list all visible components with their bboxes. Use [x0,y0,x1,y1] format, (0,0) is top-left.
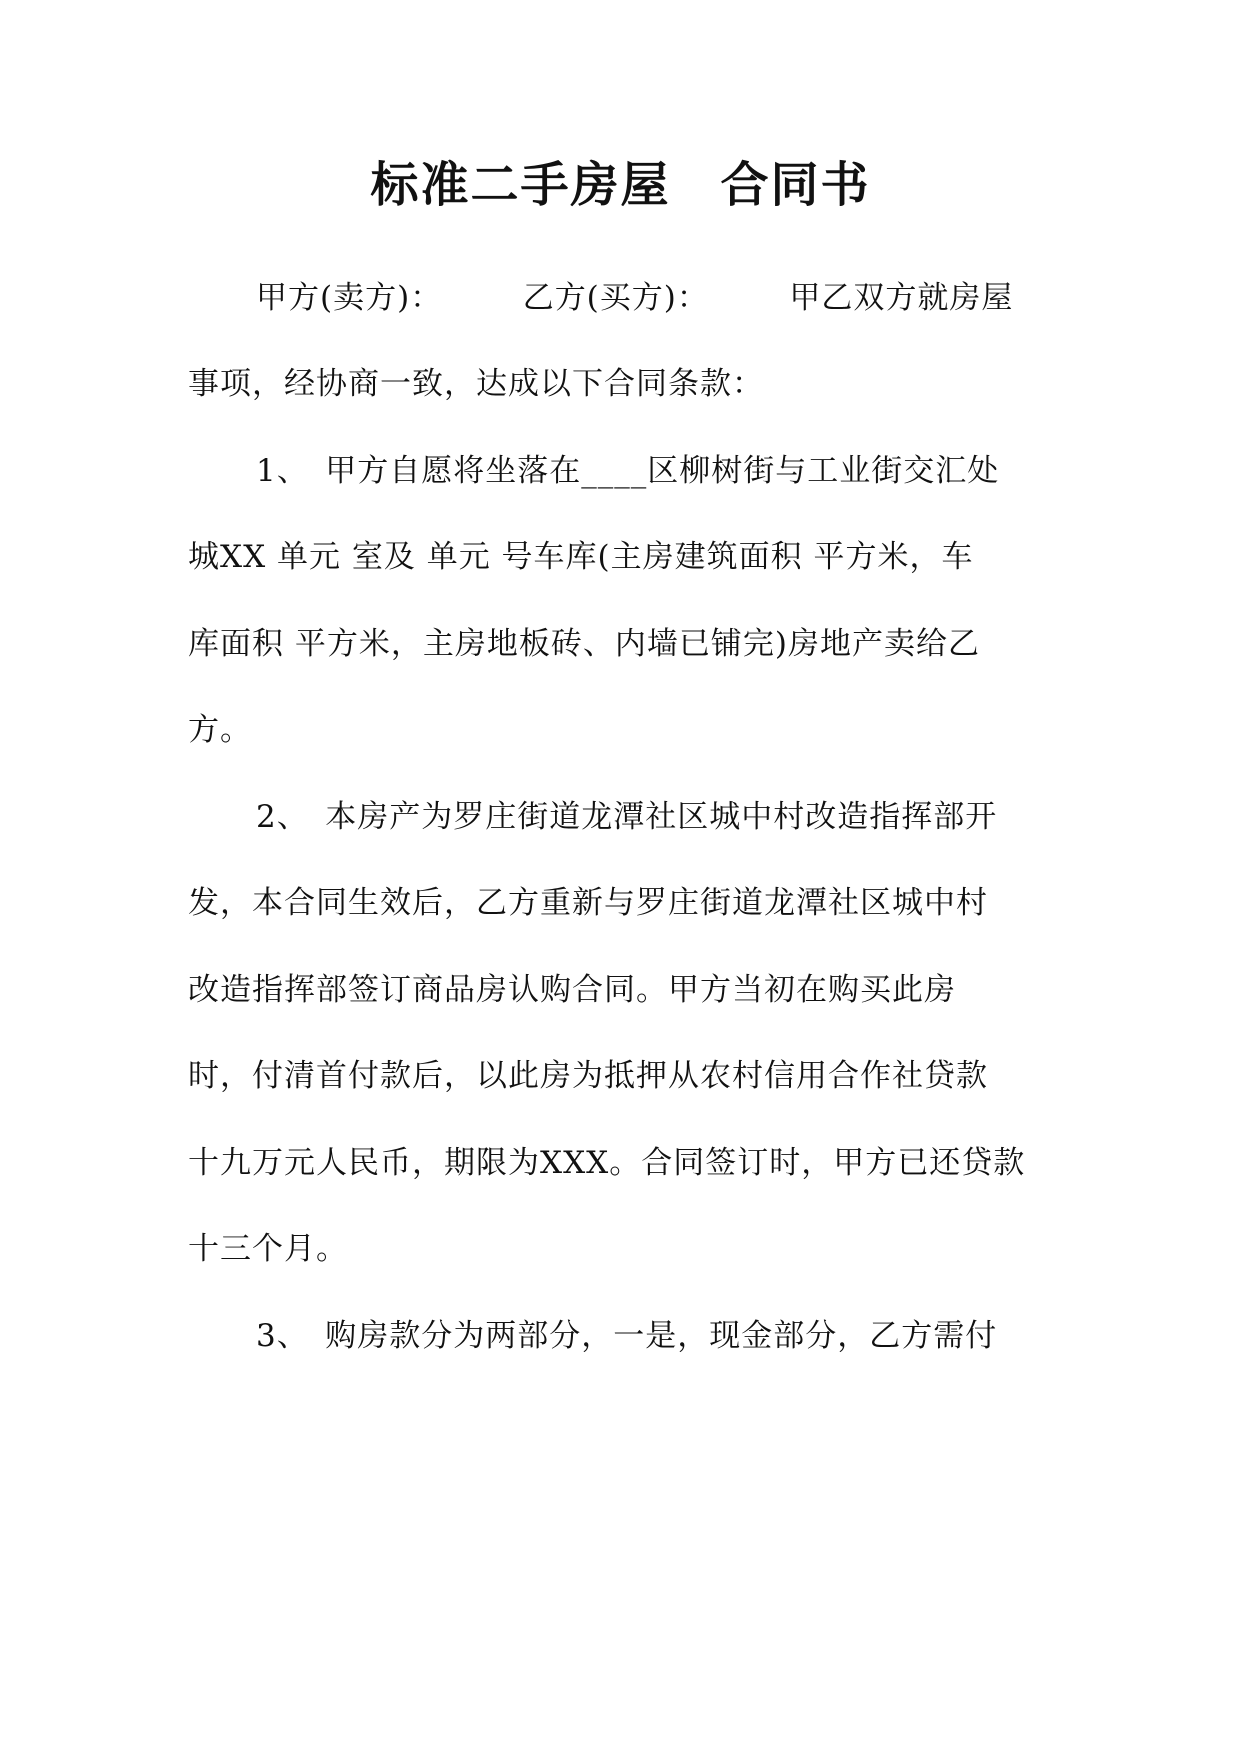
text-line: 3、 购房款分为两部分，一是，现金部分，乙方需付 [256,1318,998,1354]
text-line: 库面积 平方米，主房地板砖、内墙已铺完)房地产卖给乙 [188,626,980,662]
text-line: 2、 本房产为罗庄街道龙潭社区城中村改造指挥部开 [256,799,998,835]
text-line: 城XX 单元 室及 单元 号车库(主房建筑面积 平方米，车 [188,539,974,575]
text-line: 甲方(卖方)： 乙方(买方)： 甲乙双方就房屋 [256,280,1014,316]
text-line: 1、 甲方自愿将坐落在____区柳树街与工业街交汇处 [256,453,1000,489]
text-line: 十三个月。 [188,1231,348,1267]
text-line: 改造指挥部签订商品房认购合同。甲方当初在购买此房 [188,972,956,1008]
text-line: 事项，经协商一致，达成以下合同条款： [188,366,764,402]
text-line: 方。 [188,712,252,748]
text-line: 十九万元人民币，期限为XXX。合同签订时，甲方已还贷款 [188,1145,1026,1181]
text-line: 发，本合同生效后，乙方重新与罗庄街道龙潭社区城中村 [188,885,988,921]
text-line: 时，付清首付款后，以此房为抵押从农村信用合作社贷款 [188,1058,988,1094]
document-title: 标准二手房屋 合同书 [370,157,871,213]
